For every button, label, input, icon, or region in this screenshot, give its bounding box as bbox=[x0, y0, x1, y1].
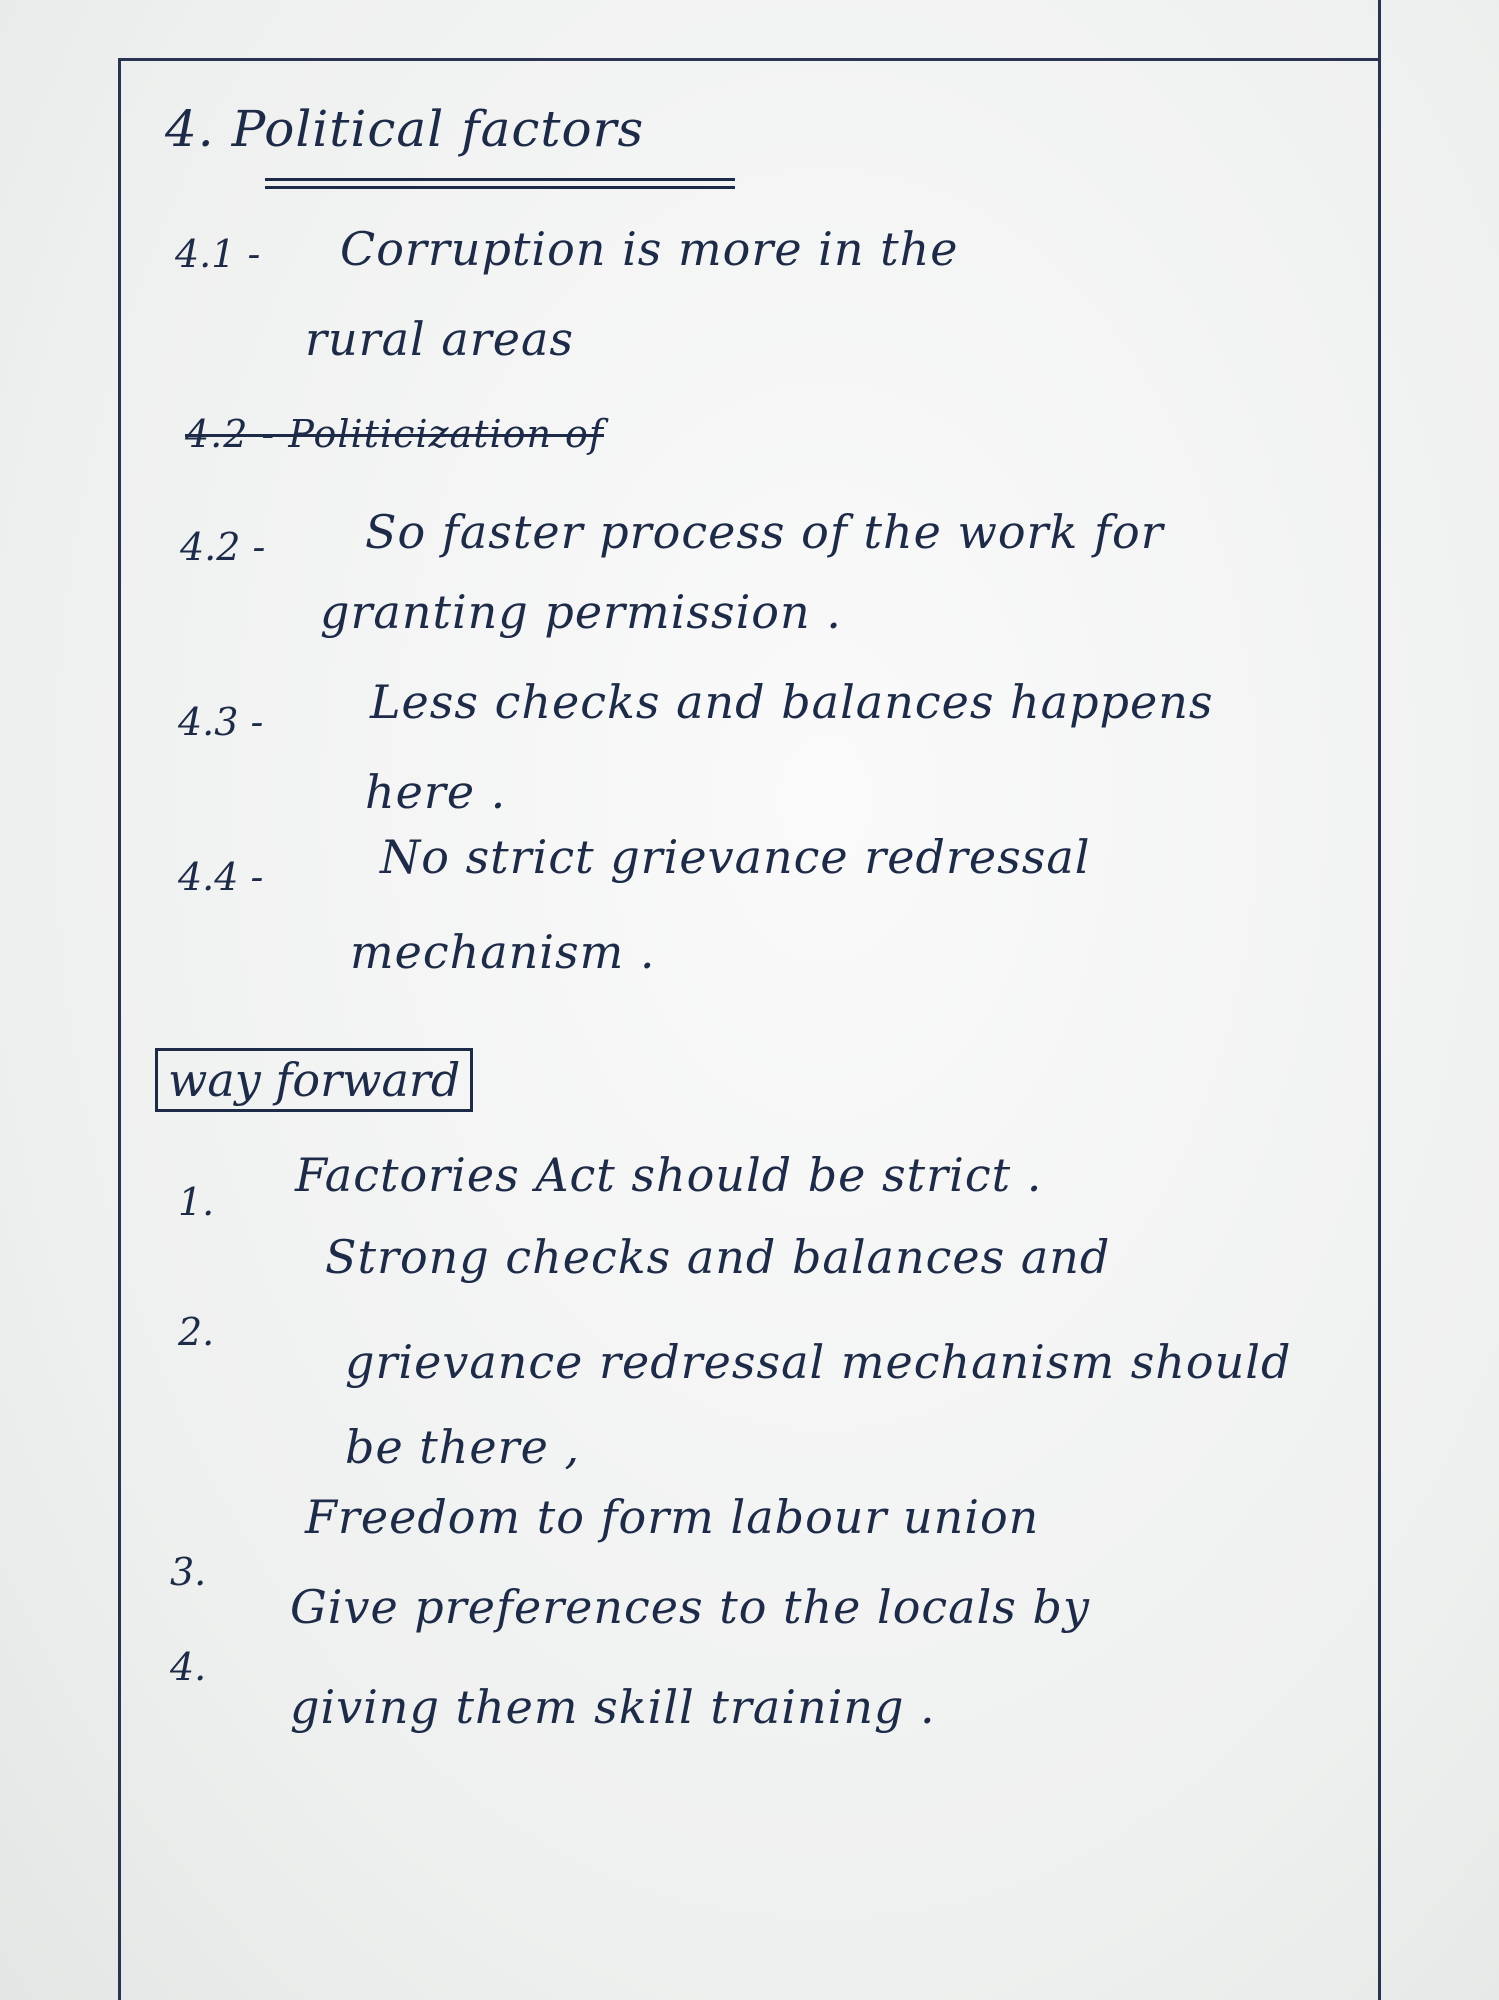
point-text: Freedom to form labour union bbox=[305, 1490, 1040, 1544]
point-text: Strong checks and balances and bbox=[325, 1230, 1111, 1284]
item-text: here . bbox=[365, 765, 507, 819]
item-text: granting permission . bbox=[320, 585, 842, 639]
struck-out-text: 4.2 - Politicization of bbox=[185, 412, 604, 456]
item-text: Corruption is more in the bbox=[340, 222, 959, 276]
point-number: 2. bbox=[178, 1310, 215, 1354]
item-number: 4.3 - bbox=[178, 700, 264, 744]
item-number: 4.4 - bbox=[178, 855, 264, 899]
item-text: Less checks and balances happens bbox=[370, 675, 1214, 729]
margin-line-top bbox=[118, 58, 1380, 61]
point-text: grievance redressal mechanism should bbox=[345, 1335, 1292, 1389]
item-text: mechanism . bbox=[350, 925, 656, 979]
margin-line-right bbox=[1378, 0, 1381, 2000]
point-text: be there , bbox=[345, 1420, 581, 1474]
item-number: 4.2 - bbox=[180, 525, 266, 569]
point-text: Factories Act should be strict . bbox=[295, 1148, 1043, 1202]
margin-line-left bbox=[118, 58, 121, 2000]
point-number: 3. bbox=[170, 1550, 207, 1594]
point-text: Give preferences to the locals by bbox=[290, 1580, 1090, 1634]
way-forward-heading: way forward bbox=[155, 1048, 473, 1112]
point-number: 4. bbox=[170, 1645, 207, 1689]
heading-underline bbox=[265, 178, 735, 181]
point-text: giving them skill training . bbox=[290, 1680, 936, 1734]
item-text: So faster process of the work for bbox=[365, 505, 1164, 559]
item-number: 4.1 - bbox=[175, 232, 261, 276]
point-number: 1. bbox=[178, 1180, 215, 1224]
heading-underline-2 bbox=[265, 186, 735, 189]
section-heading: 4. Political factors bbox=[165, 100, 645, 158]
item-text: No strict grievance redressal bbox=[380, 830, 1091, 884]
item-text: rural areas bbox=[305, 312, 575, 366]
